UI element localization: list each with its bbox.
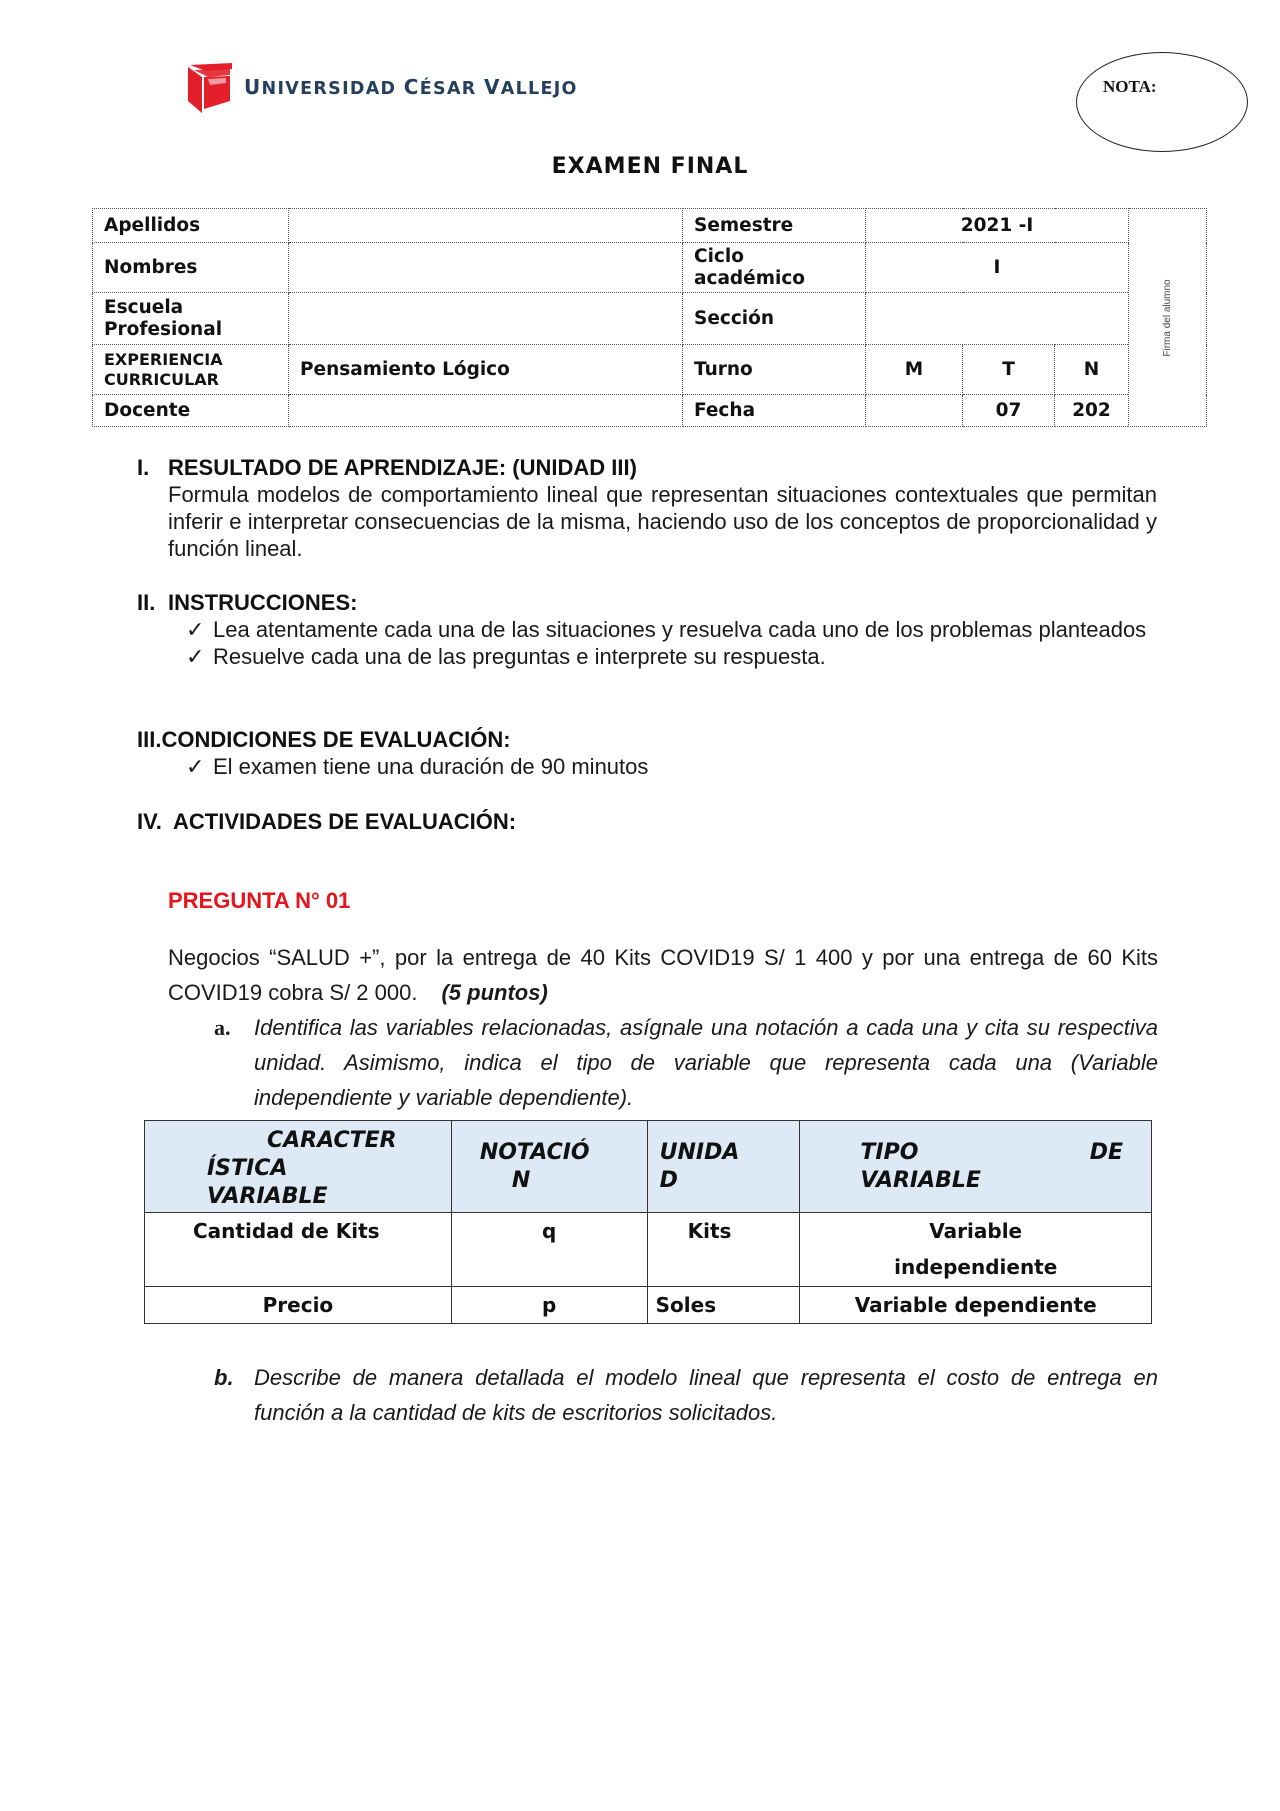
cell-tipo: Variable independiente [800,1213,1152,1287]
escuela-field[interactable] [289,293,683,345]
list-item: ✓ Resuelve cada una de las preguntas e interprete su respuesta. [186,644,826,669]
checkmark-icon: ✓ [186,644,205,669]
university-logo [186,60,578,114]
docente-field[interactable] [289,395,683,427]
semestre-label: Semestre [683,209,866,243]
item-text: Describe de manera detallada el modelo lineal que representa el costo de entrega en función a la cantidad de kits de escritorios solicitados. [254,1365,1158,1425]
signature-label: Firma del alumno [1161,278,1173,357]
cell-notacion: p [451,1287,647,1324]
fecha-label: Fecha [683,395,866,427]
student-info-table [92,208,1207,427]
grade-label: NOTA: [1103,77,1157,96]
question-statement: Negocios “SALUD +”, por la entrega de 40 Kits COVID19 S/ 1 400 y por una entrega de 60 Kits COVID19 cobra S/ 2 000. (5 puntos) [168,945,1158,1005]
info-row-experiencia [93,345,1207,395]
header-tipo: TIPO DE VARIABLE [800,1121,1152,1213]
apellidos-label: Apellidos [93,209,289,243]
university-shield-icon [186,61,234,113]
table-row [145,1213,1152,1287]
ciclo-label: Ciclo académico [683,243,866,293]
header-notacion: NOTACIÓ N [451,1121,647,1213]
header-unidad: UNIDA D [647,1121,800,1213]
cell-notacion: q [451,1213,647,1287]
table-header-row [145,1121,1152,1213]
grade-oval [1076,52,1248,152]
signature-field[interactable] [1129,209,1207,427]
turno-option-m[interactable]: M [866,345,963,395]
seccion-field[interactable] [866,293,1129,345]
section-heading: II. INSTRUCCIONES: [137,590,358,615]
info-row-apellidos [93,209,1207,243]
semestre-value: 2021 -I [866,209,1129,243]
section-instructions [137,589,1157,670]
docente-label: Docente [93,395,289,427]
info-row-nombres [93,243,1207,293]
item-label: a. [214,1015,231,1040]
fecha-day[interactable] [866,395,963,427]
variables-table [144,1120,1152,1324]
section-activities [137,808,1157,835]
list-item: ✓ Lea atentamente cada una de las situaciones y resuelva cada uno de los problemas planteados [186,617,1147,642]
nombres-label: Nombres [93,243,289,293]
table-row [145,1287,1152,1324]
checkmark-icon: ✓ [186,617,205,642]
experiencia-label: EXPERIENCIA CURRICULAR [93,345,289,395]
apellidos-field[interactable] [289,209,683,243]
question-item-b [214,1360,1158,1430]
cell-unidad: Soles [647,1287,800,1324]
experiencia-value: Pensamiento Lógico [289,345,683,395]
ciclo-value: I [866,243,1129,293]
page-title: EXAMEN FINAL [551,154,749,179]
question-title: PREGUNTA N° 01 [168,888,351,913]
question-points: (5 puntos) [441,980,548,1005]
fecha-month: 07 [963,395,1055,427]
cell-caracteristica: Cantidad de Kits [145,1213,452,1287]
info-row-docente [93,395,1207,427]
fecha-year: 202 [1055,395,1129,427]
turno-option-n[interactable]: N [1055,345,1129,395]
header-caracteristica: CARACTER ÍSTICA VARIABLE [145,1121,452,1213]
cell-caracteristica: Precio [145,1287,452,1324]
cell-tipo: Variable dependiente [800,1287,1152,1324]
list-item: ✓ El examen tiene una duración de 90 minutos [186,754,649,779]
turno-option-t[interactable]: T [963,345,1055,395]
turno-label: Turno [683,345,866,395]
section-heading: IV. ACTIVIDADES DE EVALUACIÓN: [137,809,517,834]
section-heading: I. RESULTADO DE APRENDIZAJE: (UNIDAD III) [137,455,637,480]
escuela-label: Escuela Profesional [93,293,289,345]
info-row-escuela [93,293,1207,345]
section-conditions [137,726,1157,780]
university-name: UNIVERSIDAD CÉSAR VALLEJO [244,75,578,99]
section-body: Formula modelos de comportamiento lineal que representan situaciones contextuales que permitan inferir e interpretar consecuencias de la misma, haciendo uso de los conceptos de proporcionalidad y función lineal. [168,482,1157,561]
nombres-field[interactable] [289,243,683,293]
section-learning-outcome [137,454,1157,562]
cell-unidad: Kits [647,1213,800,1287]
section-heading: III.CONDICIONES DE EVALUACIÓN: [137,727,511,752]
seccion-label: Sección [683,293,866,345]
item-label: b. [214,1365,234,1390]
item-text: Identifica las variables relacionadas, asígnale una notación a cada una y cita su respectiva unidad. Asimismo, indica el tipo de variable que representa cada una (Variable independiente y variable dependiente). [254,1015,1158,1110]
checkmark-icon: ✓ [186,754,205,779]
question-item-a [214,1010,1158,1115]
